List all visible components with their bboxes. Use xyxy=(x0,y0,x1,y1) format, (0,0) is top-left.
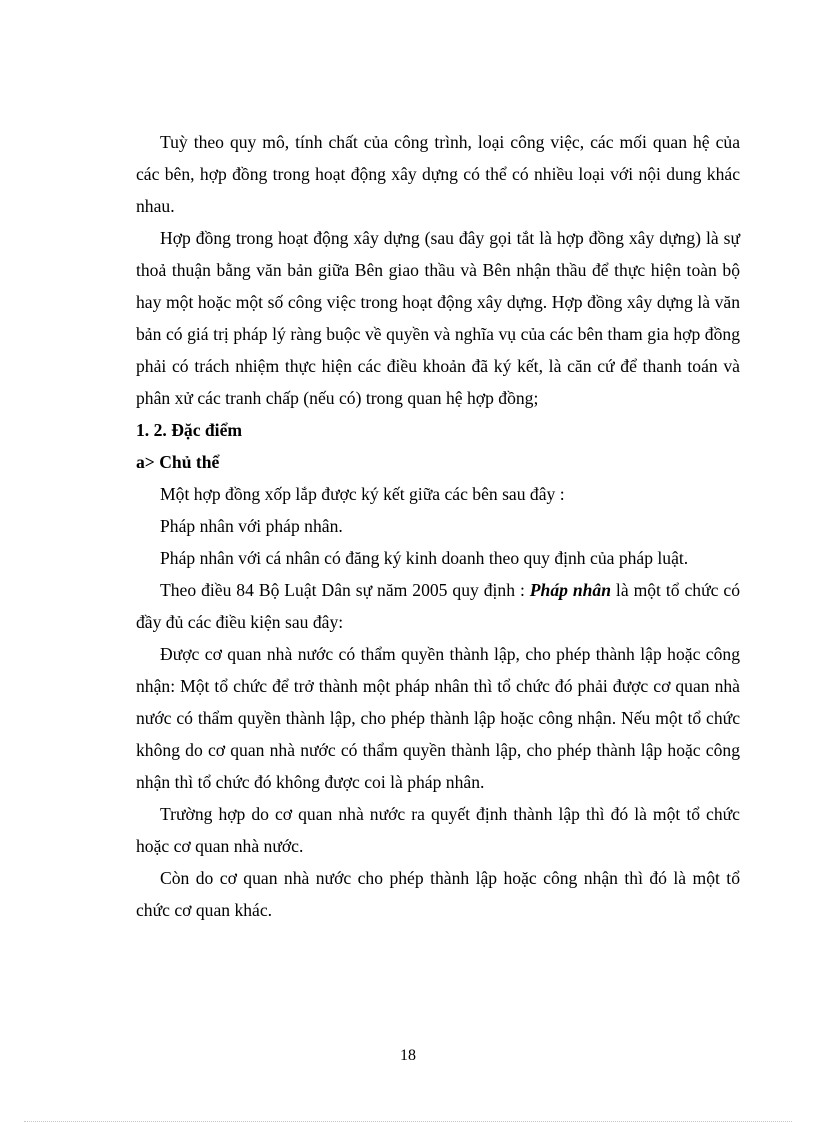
subsection-heading: a> Chủ thể xyxy=(136,452,220,472)
paragraph-civil-code-article xyxy=(136,574,740,638)
paragraph-party-individuals: Pháp nhân với cá nhân có đăng ký kinh doanh theo quy định của pháp luật. xyxy=(160,548,689,568)
legal-entity-term: Pháp nhân xyxy=(529,580,611,600)
paragraph-state-organization: Trường hợp do cơ quan nhà nước ra quyết định thành lập thì đó là một tổ chức hoặc cơ quan nhà nước. xyxy=(136,804,740,856)
paragraph-establishment-condition: Được cơ quan nhà nước có thẩm quyền thành lập, cho phép thành lập hoặc công nhận: Một tổ chức để trở thành một pháp nhân thì tổ chức đó phải được cơ quan nhà nước có thẩm quyền thành lập, cho phép thành lập hoặc công nhận. Nếu một tổ chức không do cơ quan nhà nước có thẩm quyền thành lập, cho phép thành lập hoặc công nhận thì tổ chức đó không được coi là pháp nhân. xyxy=(136,644,740,792)
page-number: 18 xyxy=(400,1047,416,1064)
page-bottom-divider xyxy=(24,1121,792,1122)
paragraph-other-organization: Còn do cơ quan nhà nước cho phép thành lập hoặc công nhận thì đó là một tổ chức cơ quan khác. xyxy=(136,868,740,920)
section-heading: 1. 2. Đặc điểm xyxy=(136,420,243,440)
paragraph-parties-intro: Một hợp đồng xốp lắp được ký kết giữa các bên sau đây : xyxy=(160,484,565,504)
civil-code-text-before: Theo điều 84 Bộ Luật Dân sự năm 2005 quy định : xyxy=(160,580,530,600)
paragraph-party-legal-entities: Pháp nhân với pháp nhân. xyxy=(160,516,343,536)
paragraph-contract-types: Tuỳ theo quy mô, tính chất của công trình, loại công việc, các mối quan hệ của các bên, hợp đồng trong hoạt động xây dựng có thể có nhiều loại với nội dung khác nhau. xyxy=(136,132,740,216)
civil-code-text-after: là một tổ chức có đầy đủ các điều kiện sau đây: xyxy=(136,580,740,632)
document-body xyxy=(136,126,740,926)
paragraph-contract-definition: Hợp đồng trong hoạt động xây dựng (sau đây gọi tắt là hợp đồng xây dựng) là sự thoả thuận bằng văn bản giữa Bên giao thầu và Bên nhận thầu để thực hiện toàn bộ hay một hoặc một số công việc trong hoạt động xây dựng. Hợp đồng xây dựng là văn bản có giá trị pháp lý ràng buộc về quyền và nghĩa vụ của các bên tham gia hợp đồng phải có trách nhiệm thực hiện các điều khoản đã ký kết, là căn cứ để thanh toán và phân xử các tranh chấp (nếu có) trong quan hệ hợp đồng; xyxy=(136,228,740,408)
